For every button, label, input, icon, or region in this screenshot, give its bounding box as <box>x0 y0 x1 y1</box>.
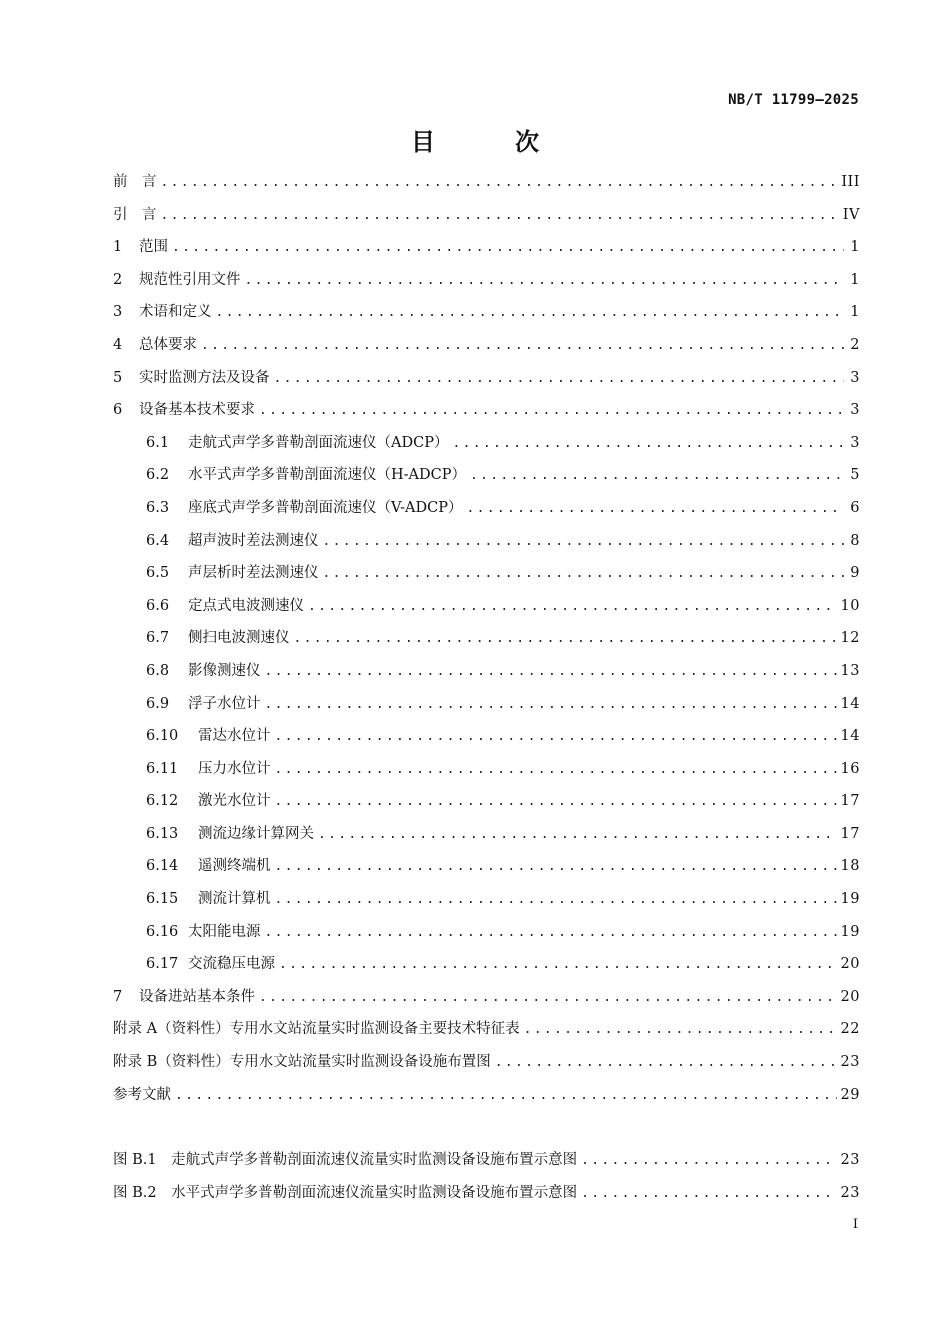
dot-leader <box>265 697 837 712</box>
toc-entry-page: 16 <box>840 760 860 777</box>
figure-entry-title: 图 B.2 水平式声学多普勒剖面流速仪流量实时监测设备设施布置示意图 <box>113 1184 578 1201</box>
dot-leader <box>275 794 837 809</box>
dot-leader <box>294 631 837 646</box>
toc-entry-title: 引 言 <box>113 206 157 223</box>
toc-entry-number: 6.16 <box>146 923 179 940</box>
toc-entry[interactable] <box>113 626 860 659</box>
toc-entry-title: 范围 <box>139 239 168 256</box>
toc-entry-title: 走航式声学多普勒剖面流速仪（ADCP） <box>188 434 449 451</box>
toc-entry-number: 6.5 <box>146 565 170 582</box>
toc-entry-title: 参考文献 <box>113 1086 171 1103</box>
toc-entry-number: 6.9 <box>146 695 170 712</box>
toc-entry-title: 交流稳压电源 <box>188 956 275 973</box>
toc-entry-number: 6.13 <box>146 825 179 842</box>
dot-leader <box>524 1022 837 1037</box>
dot-leader <box>323 534 845 549</box>
toc-entry-number: 6.2 <box>146 467 170 484</box>
toc-entry-number: 6.1 <box>146 434 170 451</box>
toc-entry-title: 座底式声学多普勒剖面流速仪（V-ADCP） <box>188 499 463 516</box>
toc-entry-title: 定点式电波测速仪 <box>188 597 304 614</box>
toc-entry-number: 6.11 <box>146 760 179 777</box>
dot-leader <box>172 240 844 255</box>
toc-entry-number: 7 <box>113 988 123 1005</box>
toc-entry[interactable] <box>113 757 860 790</box>
figure-entry[interactable] <box>113 1148 860 1181</box>
toc-entry-number: 6.3 <box>146 499 170 516</box>
toc-entry[interactable] <box>113 789 860 822</box>
toc-entry-title: 附录 A（资料性）专用水文站流量实时监测设备主要技术特征表 <box>113 1021 520 1038</box>
toc-entry[interactable] <box>113 952 860 985</box>
toc-entry-number: 3 <box>113 304 123 321</box>
toc-entry-page: 29 <box>840 1086 860 1103</box>
toc-entry-title: 前 言 <box>113 174 157 190</box>
toc-entry-number: 6.17 <box>146 956 179 973</box>
toc-entry-title: 规范性引用文件 <box>139 271 241 288</box>
toc-entry-page: 5 <box>850 467 860 484</box>
toc-entry[interactable] <box>113 398 860 431</box>
dot-leader <box>467 501 845 516</box>
toc-entry-number: 2 <box>113 271 123 288</box>
dot-leader <box>275 859 837 874</box>
toc-entry-number: 6.7 <box>146 630 170 647</box>
dot-leader <box>581 1186 836 1201</box>
toc-entry-page: 19 <box>840 923 860 940</box>
toc-entry-page: 3 <box>850 369 860 386</box>
toc-entry-title: 总体要求 <box>139 336 197 353</box>
toc-entry-title: 测流计算机 <box>198 891 271 908</box>
toc-entry-page: 19 <box>840 891 860 908</box>
dot-leader <box>275 892 837 907</box>
toc-entry[interactable] <box>113 366 860 399</box>
toc-entry-title: 测流边缘计算网关 <box>198 825 314 842</box>
toc-entry[interactable] <box>113 463 860 496</box>
toc-entry-number: 1 <box>113 239 123 256</box>
dot-leader <box>265 925 837 940</box>
toc-entry-page: 6 <box>850 499 860 516</box>
toc-entry[interactable] <box>113 1083 860 1116</box>
dot-leader <box>275 729 837 744</box>
toc-entry[interactable] <box>113 1050 860 1083</box>
dot-leader <box>323 566 845 581</box>
toc-entry-number: 5 <box>113 369 123 386</box>
toc-entry-number: 6.15 <box>146 891 179 908</box>
dot-leader <box>495 1055 837 1070</box>
toc-entry[interactable] <box>113 854 860 887</box>
dot-leader <box>581 1153 836 1168</box>
toc-entry-page: 1 <box>850 271 860 288</box>
toc-entry-number: 4 <box>113 336 123 353</box>
toc-entry[interactable] <box>113 268 860 301</box>
toc-entry[interactable] <box>113 1017 860 1050</box>
toc-entry-page: 14 <box>840 695 860 712</box>
toc-entry-title: 侧扫电波测速仪 <box>188 630 290 647</box>
dot-leader <box>245 273 845 288</box>
toc-entry-title: 术语和定义 <box>139 304 212 321</box>
toc-entry-page: IV <box>842 206 860 223</box>
toc-entry-title: 附录 B（资料性）专用水文站流量实时监测设备设施布置图 <box>113 1054 491 1071</box>
dot-leader <box>259 403 844 418</box>
toc-entry[interactable] <box>113 529 860 562</box>
figure-entry[interactable] <box>113 1181 860 1214</box>
toc-entry-title: 水平式声学多普勒剖面流速仪（H-ADCP） <box>188 467 466 484</box>
toc-entry-number: 6.10 <box>146 728 179 745</box>
toc-entry[interactable] <box>113 431 860 464</box>
toc-entry[interactable] <box>113 170 860 203</box>
toc-entry-title: 压力水位计 <box>198 760 271 777</box>
dot-leader <box>265 664 837 679</box>
toc-entry-title: 激光水位计 <box>198 793 271 810</box>
toc-entry-page: 3 <box>850 434 860 451</box>
toc-entry-page: 23 <box>840 1054 860 1071</box>
toc-entry-number: 6.6 <box>146 597 170 614</box>
toc-entry-title: 设备进站基本条件 <box>139 988 255 1005</box>
dot-leader <box>470 468 844 483</box>
toc-entry-page: 18 <box>840 858 860 875</box>
table-of-contents <box>113 170 860 1115</box>
dot-leader <box>259 990 837 1005</box>
toc-entry-page: 12 <box>840 630 860 647</box>
toc-entry-title: 设备基本技术要求 <box>139 402 255 419</box>
figure-entry-title: 图 B.1 走航式声学多普勒剖面流速仪流量实时监测设备设施布置示意图 <box>113 1152 578 1168</box>
standard-number: NB/T 11799—2025 <box>728 92 859 108</box>
toc-entry-page: 17 <box>840 793 860 810</box>
toc-entry-title: 浮子水位计 <box>188 695 261 712</box>
toc-entry-title: 遥测终端机 <box>198 858 271 875</box>
toc-entry[interactable] <box>113 300 860 333</box>
toc-entry[interactable] <box>113 594 860 627</box>
toc-entry-title: 太阳能电源 <box>188 923 261 940</box>
toc-entry-page: 10 <box>840 597 860 614</box>
toc-entry[interactable] <box>113 203 860 236</box>
toc-entry-page: 9 <box>850 565 860 582</box>
dot-leader <box>161 208 839 223</box>
toc-entry[interactable] <box>113 724 860 757</box>
dot-leader <box>275 762 837 777</box>
toc-entry-page: 3 <box>850 402 860 419</box>
dot-leader <box>216 305 845 320</box>
toc-entry-number: 6.12 <box>146 793 179 810</box>
toc-entry[interactable] <box>113 659 860 692</box>
toc-entry[interactable] <box>113 561 860 594</box>
dot-leader <box>279 957 837 972</box>
toc-entry-page: 13 <box>840 662 860 679</box>
figure-list <box>113 1148 860 1213</box>
toc-entry[interactable] <box>113 235 860 268</box>
toc-entry-title: 雷达水位计 <box>198 728 271 745</box>
toc-entry-page: 17 <box>840 825 860 842</box>
toc-entry-page: 8 <box>850 532 860 549</box>
toc-entry[interactable] <box>113 333 860 366</box>
toc-entry-title: 超声波时差法测速仪 <box>188 532 319 549</box>
toc-entry-page: 20 <box>840 956 860 973</box>
dot-leader <box>161 175 838 190</box>
dot-leader <box>201 338 844 353</box>
toc-entry-page: 2 <box>850 336 860 353</box>
toc-entry-number: 6.8 <box>146 662 170 679</box>
toc-entry-page: 23 <box>840 1152 860 1168</box>
toc-entry-page: III <box>841 174 860 190</box>
toc-entry-title: 声层析时差法测速仪 <box>188 565 319 582</box>
toc-entry[interactable] <box>113 692 860 725</box>
toc-entry-page: 20 <box>840 988 860 1005</box>
toc-entry-page: 22 <box>840 1021 860 1038</box>
page-number: I <box>852 1217 858 1232</box>
toc-entry-page: 1 <box>850 304 860 321</box>
toc-entry[interactable] <box>113 920 860 953</box>
toc-entry[interactable] <box>113 887 860 920</box>
dot-leader <box>452 436 844 451</box>
toc-entry-page: 14 <box>840 728 860 745</box>
toc-entry-title: 实时监测方法及设备 <box>139 369 270 386</box>
toc-entry-page: 23 <box>840 1184 860 1201</box>
toc-entry[interactable] <box>113 496 860 529</box>
toc-entry-page: 1 <box>850 239 860 256</box>
toc-entry-number: 6 <box>113 402 123 419</box>
toc-entry[interactable] <box>113 822 860 855</box>
toc-entry-number: 6.14 <box>146 858 179 875</box>
dot-leader <box>308 599 837 614</box>
dot-leader <box>274 371 845 386</box>
page-title: 目 次 <box>411 127 567 156</box>
dot-leader <box>318 827 837 842</box>
toc-entry-number: 6.4 <box>146 532 170 549</box>
toc-entry[interactable] <box>113 985 860 1018</box>
dot-leader <box>175 1088 837 1103</box>
toc-entry-title: 影像测速仪 <box>188 662 261 679</box>
